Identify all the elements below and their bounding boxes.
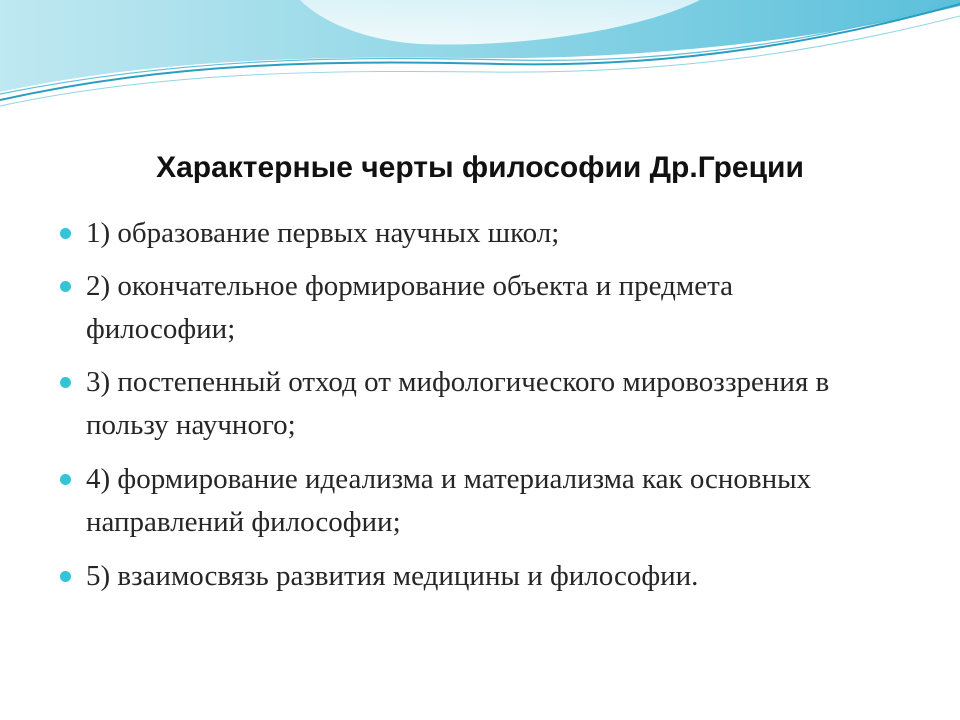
slide-title: Характерные черты философии Др.Греции <box>156 151 804 184</box>
list-item <box>86 212 866 255</box>
list-item-text: 4) формирование идеализма и материализма как основных направлений философии; <box>86 463 812 538</box>
list-item <box>86 265 866 351</box>
list-item-text: 2) окончательное формирование объекта и предмета философии; <box>86 270 733 345</box>
bullet-icon <box>60 377 71 388</box>
list-item-text: 3) постепенный отход от мифологического мировоззрения в пользу научного; <box>86 366 830 441</box>
list-item <box>86 458 866 544</box>
bullet-icon <box>60 228 71 239</box>
list-item <box>86 555 866 598</box>
bullet-icon <box>60 571 71 582</box>
list-item-text: 1) образование первых научных школ; <box>86 217 560 249</box>
list-item-text: 5) взаимосвязь развития медицины и философии. <box>86 560 699 592</box>
bullet-icon <box>60 281 71 292</box>
list-item <box>86 361 866 447</box>
bullet-icon <box>60 474 71 485</box>
